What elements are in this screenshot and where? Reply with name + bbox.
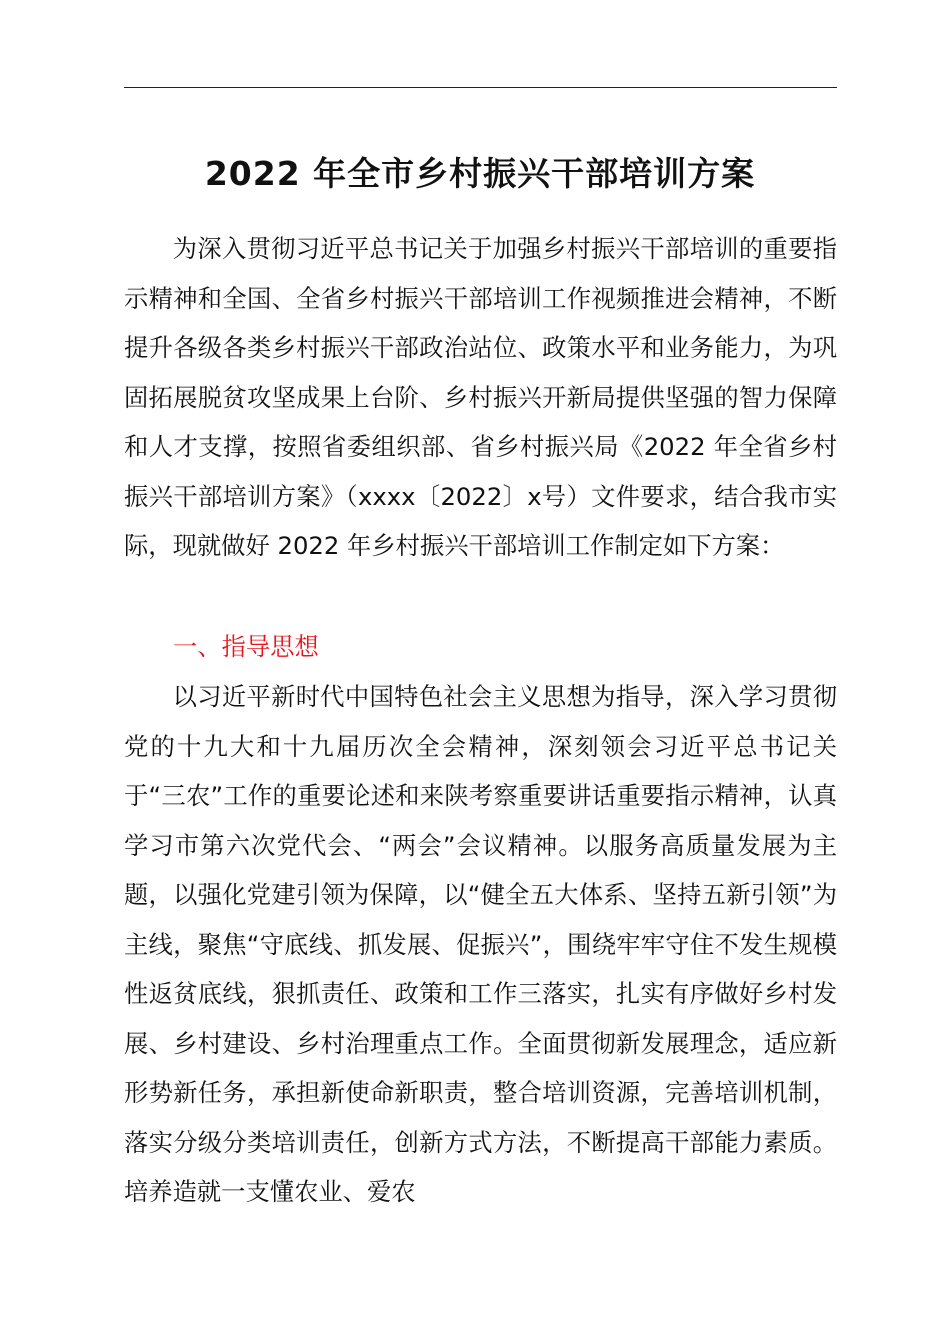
header-rule	[124, 87, 837, 88]
section-heading-guiding-ideology: 一、指导思想	[173, 632, 319, 661]
guiding-ideology-paragraph: 以习近平新时代中国特色社会主义思想为指导，深入学习贯彻党的十九大和十九届历次全会精神，深刻领会习近平总书记关于“三农”工作的重要论述和来陕考察重要讲话重要指示精神，认真学习市第六次党代会、“两会”会议精神。以服务高质量发展为主题，以强化党建引领为保障，以“健全五大体系、坚持五新引领”为主线，聚焦“守底线、抓发展、促振兴”，围绕牢牢守住不发生规模性返贫底线，狠抓责任、政策和工作三落实，扎实有序做好乡村发展、乡村建设、乡村治理重点工作。全面贯彻新发展理念，适应新形势新任务，承担新使命新职责，整合培训资源，完善培训机制，落实分级分类培训责任，创新方式方法，不断提高干部能力素质。培养造就一支懂农业、爱农	[124, 682, 837, 1206]
intro-paragraph: 为深入贯彻习近平总书记关于加强乡村振兴干部培训的重要指示精神和全国、全省乡村振兴干部培训工作视频推进会精神，不断提升各级各类乡村振兴干部政治站位、政策水平和业务能力，为巩固拓展脱贫攻坚成果上台阶、乡村振兴开新局提供坚强的智力保障和人才支撑，按照省委组织部、省乡村振兴局《2022 年全省乡村振兴干部培训方案》（xxxx〔2022〕x号）文件要求，结合我市实际，现就做好 2022 年乡村振兴干部培训工作制定如下方案：	[124, 234, 837, 560]
document-title: 2022 年全市乡村振兴干部培训方案	[204, 154, 756, 193]
